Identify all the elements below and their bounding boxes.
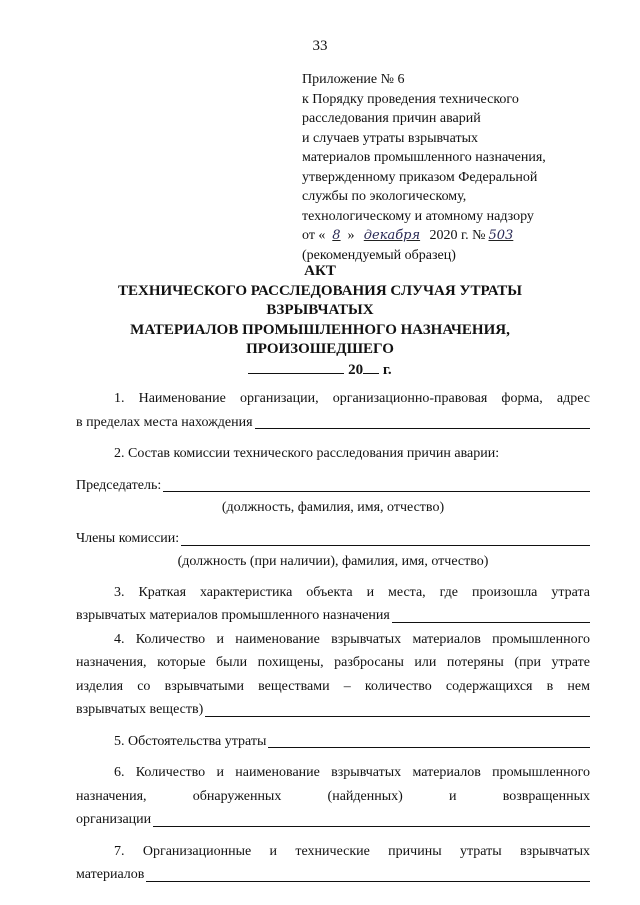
date-mid: » [347,228,355,243]
section-4-line: изделия со взрывчатыми веществами – количество содержащихся в нем [76,678,590,694]
section-6-line: назначения, обнаруженных (найденных) и возвращенных [76,788,590,804]
members-label: Члены комиссии: [76,531,180,546]
section-6-organization-row [76,808,590,832]
members-row [76,527,590,551]
organization-label: организации [76,812,152,827]
members-caption: (должность (при наличии), фамилия, имя, отчество) [177,553,489,569]
year-prefix: 20 [348,361,364,378]
date-year: 2020 г. № [429,228,486,243]
section-5-row [76,730,590,754]
substances-fill-line[interactable] [205,700,590,717]
section-7-line: 7. Организационные и технические причины утраты взрывчатых [114,843,590,859]
circumstances-fill-line[interactable] [268,731,590,748]
object-fill-line[interactable] [392,606,590,623]
appendix-line: к Порядку проведения технического [302,91,519,107]
section-7-materials-row [76,863,590,887]
section-2-heading: 2. Состав комиссии технического расследования причин аварии: [114,446,500,461]
section-4-line: назначения, которые были похищены, разбросаны или потеряны (при утрате [76,655,590,670]
chairman-caption: (должность, фамилия, имя, отчество) [221,500,445,515]
appendix-line: расследования причин аварий [302,111,481,126]
address-fill-line[interactable] [255,412,590,429]
handwritten-day: 8 [332,228,341,243]
section-4-line: 4. Количество и наименование взрывчатых материалов промышленного [114,631,590,647]
appendix-line: утвержденному приказом Федеральной [302,169,538,185]
title-line: ТЕХНИЧЕСКОГО РАССЛЕДОВАНИЯ СЛУЧАЯ УТРАТЫ [118,282,522,299]
handwritten-month: декабря [363,228,421,243]
appendix-line: материалов промышленного назначения, [302,150,546,165]
chairman-label: Председатель: [76,477,162,493]
appendix-block [302,70,612,265]
members-fill-line[interactable] [181,529,590,546]
chairman-row [76,474,590,498]
title-line: ПРОИЗОШЕДШЕГО [246,341,394,357]
address-label: в пределах места нахождения [76,414,253,430]
title-date-row [60,360,580,381]
chairman-fill-line[interactable] [163,475,590,492]
title-line: ВЗРЫВЧАТЫХ [266,302,374,318]
date-blank-line[interactable] [248,360,344,374]
title-line: МАТЕРИАЛОВ ПРОМЫШЛЕННОГО НАЗНАЧЕНИЯ, [130,321,510,338]
year-suffix: г. [382,361,392,378]
title-line: АКТ [304,263,336,279]
section-3-object-row [76,604,590,628]
document-title [60,262,580,380]
appendix-date-line [302,226,612,246]
year-blank-line[interactable] [363,360,379,374]
appendix-title: Приложение № 6 [302,72,405,87]
materials-label: материалов [76,867,145,882]
circumstances-label: 5. Обстоятельства утраты [114,733,267,749]
section-1-address-row [76,411,590,435]
date-prefix: от « [302,228,326,243]
handwritten-order-number: 503 [488,228,514,243]
section-1-line: 1. Наименование организации, организационно-правовая форма, адрес [114,391,590,406]
appendix-line: службы по экологическому, [302,189,467,204]
appendix-line: технологическому и атомному надзору [302,208,534,224]
section-3-line: 3. Краткая характеристика объекта и места, где произошла утрата [114,584,590,600]
section-4-substances-row [76,698,590,722]
materials-fill-line[interactable] [146,865,590,882]
act-body [76,387,590,887]
organization-fill-line[interactable] [153,810,590,827]
substances-label: взрывчатых веществ) [76,702,204,717]
object-label: взрывчатых материалов промышленного назначения [76,608,390,623]
page-number: 33 [312,38,328,54]
appendix-line: и случаев утраты взрывчатых [302,130,478,146]
appendix-note: (рекомендуемый образец) [302,247,456,263]
section-6-line: 6. Количество и наименование взрывчатых материалов промышленного [114,765,590,780]
